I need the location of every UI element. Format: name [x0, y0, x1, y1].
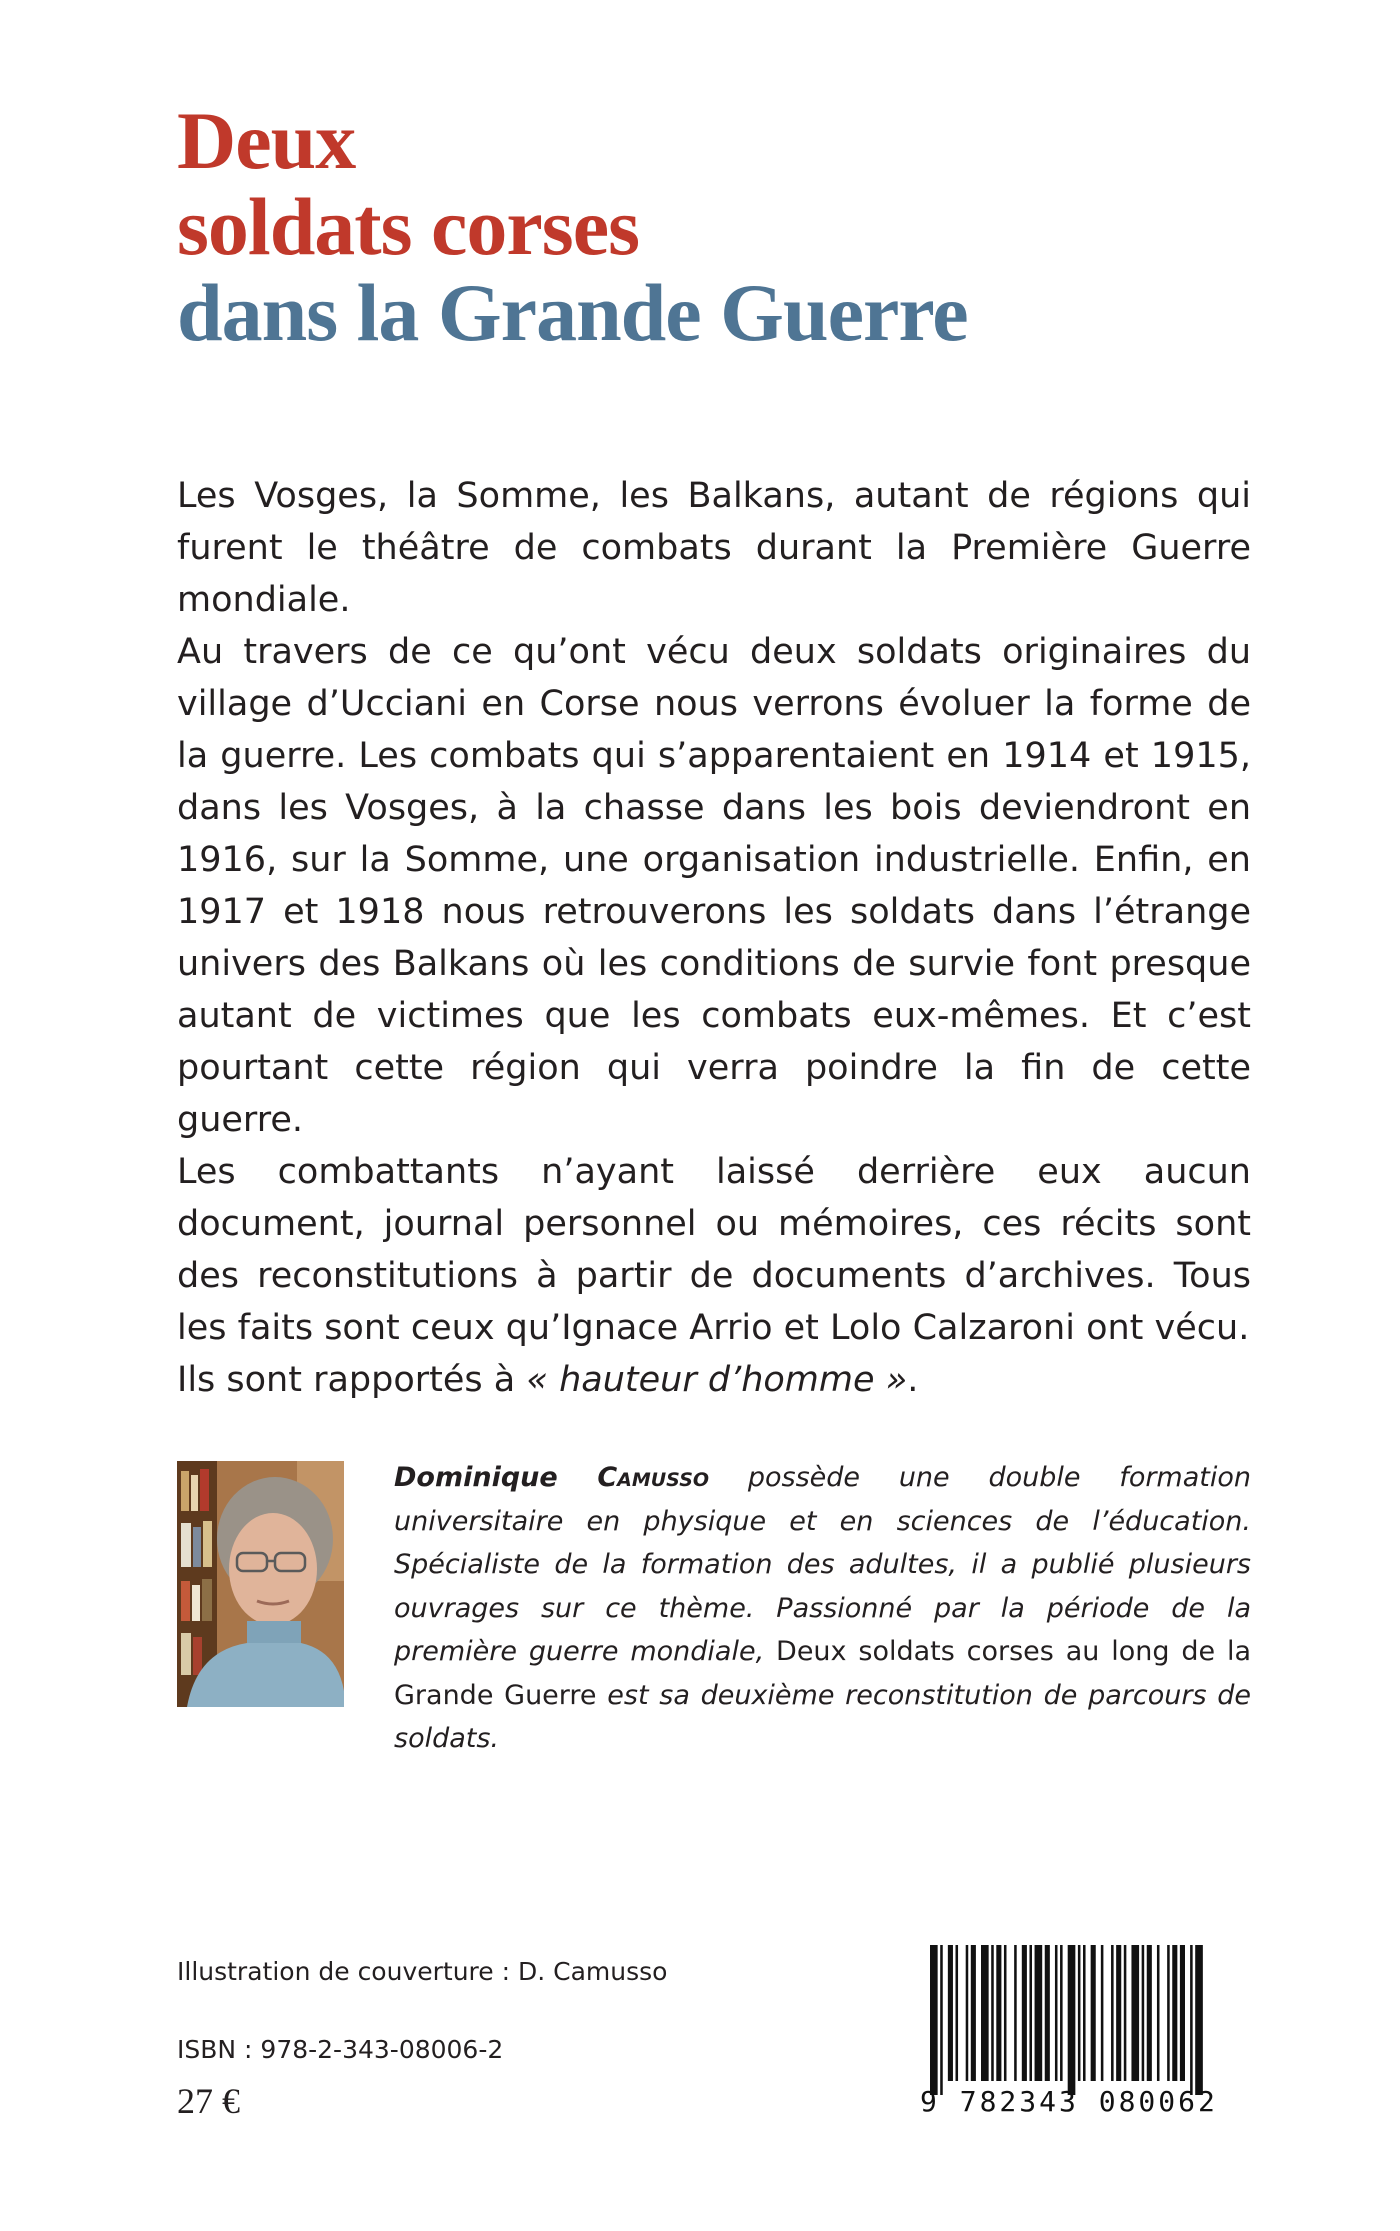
synopsis-paragraph-2: Au travers de ce qu’ont vécu deux soldats originaires du village d’Ucciani en Corse nous verrons évoluer la forme de la guerre. Les combats qui s’apparentaient en 1914 et 1915, dans les Vosges, à la chasse dans les bois deviendront en 1916, sur la Somme, une organisation industrielle. Enfin, en 1917 et 1918 nous retrouverons les soldats dans l’étrange univers des Balkans où les conditions de survie font presque autant de victimes que les combats eux-mêmes. Et c’est pourtant cette région qui verra poindre la fin de cette guerre. — [177, 632, 1251, 1140]
barcode — [920, 1945, 1251, 2123]
barcode-bar — [991, 1945, 994, 2081]
barcode-bar — [1101, 1945, 1104, 2081]
author-last-name: Camusso — [597, 1462, 710, 1493]
author-first-name: Dominique — [394, 1462, 598, 1493]
synopsis-paragraph-3: Les combattants n’ayant laissé derrière eux aucun document, journal personnel ou mémoires, ces récits sont des reconstitutions à partir de documents d’archives. Tous les faits sont ceux qu’Ignace Arrio et Lolo Calzaroni ont vécu. — [177, 1152, 1251, 1348]
synopsis — [177, 470, 1251, 1406]
title-line-1: Deux — [177, 95, 356, 186]
barcode-bar — [956, 1945, 959, 2081]
barcode-bar — [930, 1945, 938, 2095]
book-title — [177, 95, 968, 358]
barcode-bar — [1147, 1945, 1152, 2081]
title-line-2: soldats corses — [177, 181, 640, 272]
barcode-bar — [996, 1945, 1001, 2081]
title-line-3: dans la Grande Guerre — [177, 267, 968, 358]
barcode-bar — [1116, 1945, 1121, 2081]
barcode-bar — [971, 1945, 976, 2081]
barcode-bar — [1004, 1945, 1007, 2081]
barcode-bar — [1180, 1945, 1185, 2081]
barcode-bar — [1111, 1945, 1114, 2081]
barcode-bar — [1029, 1945, 1032, 2081]
barcode-bar — [1022, 1945, 1027, 2081]
barcode-bar — [1131, 1945, 1139, 2081]
barcode-bar — [1055, 1945, 1058, 2081]
barcode-bar — [981, 1945, 989, 2081]
barcode-bar — [1014, 1945, 1017, 2081]
barcode-bar — [940, 1945, 943, 2095]
barcode-bar — [1083, 1945, 1086, 2081]
synopsis-p4-quote: « hauteur d’homme » — [526, 1360, 908, 1400]
bio-part-2: est sa deuxième reconstitution de parcours de soldats. — [394, 1679, 1251, 1754]
price: 27 € — [177, 2081, 240, 2121]
barcode-bar — [1167, 1945, 1170, 2081]
barcode-bar — [948, 1945, 953, 2081]
synopsis-p4-end: . — [907, 1360, 919, 1400]
barcode-bar — [1142, 1945, 1145, 2081]
synopsis-p4-start: Ils sont rapportés à — [177, 1360, 527, 1400]
barcode-bar — [1172, 1945, 1177, 2081]
barcode-bar — [1045, 1945, 1050, 2081]
barcode-bar — [966, 1945, 969, 2081]
barcode-bar — [1157, 1945, 1160, 2081]
synopsis-paragraph-4 — [177, 1354, 1251, 1406]
barcode-number: 9 782343 080062 — [920, 2085, 1218, 2118]
barcode-bar — [1035, 1945, 1043, 2081]
synopsis-paragraph-1: Les Vosges, la Somme, les Balkans, autant de régions qui furent le théâtre de combats durant la Première Guerre mondiale. — [177, 476, 1251, 620]
bio-book-title: Deux soldats corses au long de la Grande Guerre — [394, 1636, 1251, 1711]
barcode-bar — [1190, 1945, 1193, 2095]
barcode-bar — [1060, 1945, 1063, 2081]
barcode-bar — [1068, 1945, 1076, 2095]
barcode-bar — [1078, 1945, 1081, 2081]
author-bio — [394, 1456, 1251, 1761]
illustration-credit: Illustration de couverture : D. Camusso — [177, 1957, 668, 1986]
barcode-bar — [1091, 1945, 1096, 2081]
barcode-bar — [1124, 1945, 1127, 2081]
barcode-bar — [1195, 1945, 1203, 2095]
bio-part-1: possède une double formation universitaire en physique et en sciences de l’éducation. Spécialiste de la formation des adultes, il a publié plusieurs ouvrages sur ce thème. Passionné par la période de la première guerre mondiale, — [394, 1462, 1251, 1667]
author-photo — [177, 1461, 344, 1707]
isbn: ISBN : 978-2-343-08006-2 — [177, 2035, 504, 2064]
